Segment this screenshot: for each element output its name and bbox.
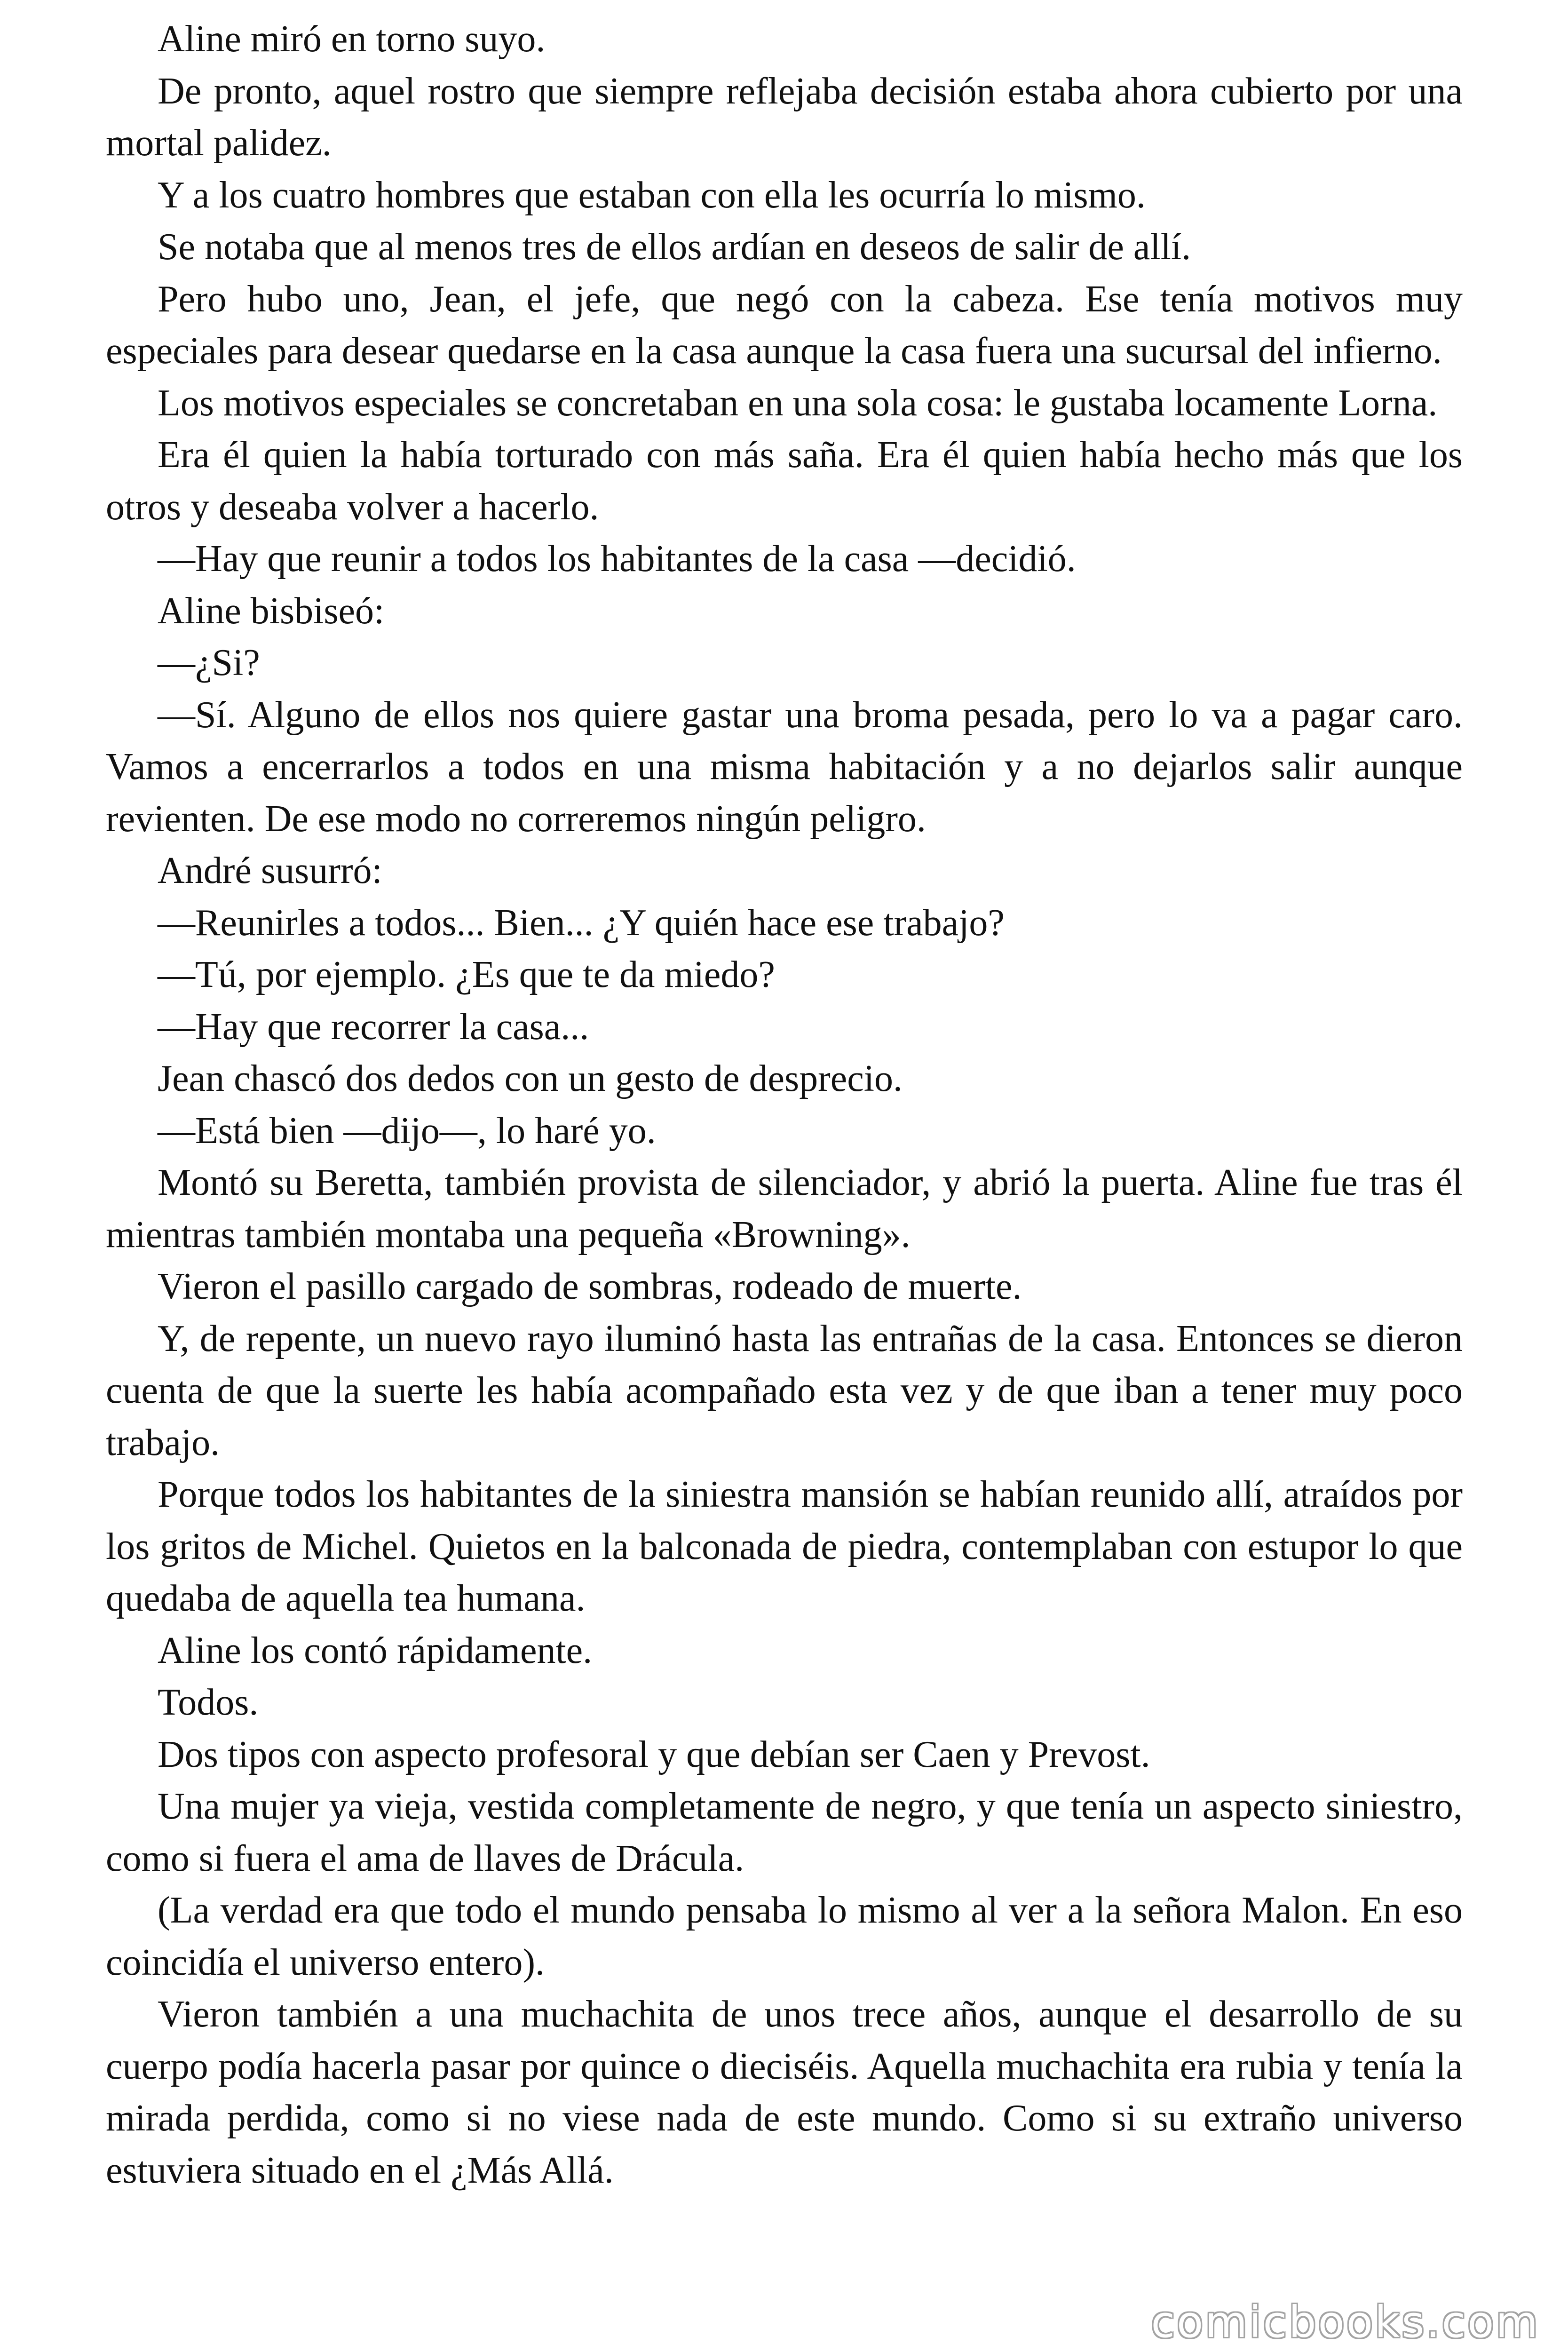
- paragraph: —Sí. Alguno de ellos nos quiere gastar una broma pesada, pero lo va a pagar caro. Vamos a encerrarlos a todos en una misma habitación y a no dejarlos salir aunque revienten. De ese modo no correremos ningún peligro.: [106, 694, 1463, 840]
- paragraph: De pronto, aquel rostro que siempre reflejaba decisión estaba ahora cubierto por una mortal palidez.: [106, 70, 1463, 164]
- paragraph: Se notaba que al menos tres de ellos ardían en deseos de salir de allí.: [158, 226, 1191, 268]
- paragraph: —¿Si?: [158, 642, 260, 683]
- body-text: [106, 13, 1463, 2196]
- paragraph: Era él quien la había torturado con más saña. Era él quien había hecho más que los otros y deseaba volver a hacerlo.: [106, 434, 1463, 528]
- paragraph: —Hay que recorrer la casa...: [158, 1006, 589, 1048]
- paragraph: Y a los cuatro hombres que estaban con ella les ocurría lo mismo.: [158, 174, 1146, 216]
- watermark: comicbooks.com: [1151, 2297, 1540, 2347]
- paragraph: —Hay que reunir a todos los habitantes de la casa —decidió.: [158, 538, 1076, 580]
- paragraph: Aline miró en torno suyo.: [158, 18, 546, 60]
- paragraph: Porque todos los habitantes de la siniestra mansión se habían reunido allí, atraídos por los gritos de Michel. Quietos en la balconada de piedra, contemplaban con estupor lo que quedaba de aquella tea humana.: [106, 1474, 1463, 1619]
- paragraph: André susurró:: [158, 850, 382, 891]
- paragraph: —Reunirles a todos... Bien... ¿Y quién hace ese trabajo?: [158, 902, 1005, 944]
- paragraph: Vieron también a una muchachita de unos trece años, aunque el desarrollo de su cuerpo podía hacerla pasar por quince o dieciséis. Aquella muchachita era rubia y tenía la mirada perdida, como si no viese nada de este mundo. Como si su extraño universo estuviera situado en el ¿Más Allá.: [106, 1994, 1463, 2191]
- paragraph: Jean chascó dos dedos con un gesto de desprecio.: [158, 1058, 903, 1099]
- paragraph: Aline bisbiseó:: [158, 590, 385, 632]
- paragraph: Los motivos especiales se concretaban en una sola cosa: le gustaba locamente Lorna.: [158, 382, 1438, 424]
- paragraph: Dos tipos con aspecto profesoral y que debían ser Caen y Prevost.: [158, 1733, 1150, 1775]
- paragraph: (La verdad era que todo el mundo pensaba lo mismo al ver a la señora Malon. En eso coincidía el universo entero).: [106, 1890, 1463, 1983]
- paragraph: Montó su Beretta, también provista de silenciador, y abrió la puerta. Aline fue tras él mientras también montaba una pequeña «Browning».: [106, 1162, 1463, 1255]
- paragraph: Pero hubo uno, Jean, el jefe, que negó con la cabeza. Ese tenía motivos muy especiales para desear quedarse en la casa aunque la casa fuera una sucursal del infierno.: [106, 278, 1463, 372]
- paragraph: —Está bien —dijo—, lo haré yo.: [158, 1110, 656, 1152]
- paragraph: Aline los contó rápidamente.: [158, 1629, 593, 1671]
- paragraph: Vieron el pasillo cargado de sombras, rodeado de muerte.: [158, 1266, 1022, 1307]
- paragraph: Y, de repente, un nuevo rayo iluminó hasta las entrañas de la casa. Entonces se dieron cuenta de que la suerte les había acompañado esta vez y de que iban a tener muy poco trabajo.: [106, 1318, 1463, 1463]
- paragraph: Una mujer ya vieja, vestida completamente de negro, y que tenía un aspecto siniestro, como si fuera el ama de llaves de Drácula.: [106, 1786, 1463, 1879]
- paragraph: —Tú, por ejemplo. ¿Es que te da miedo?: [158, 954, 775, 995]
- paragraph: Todos.: [158, 1682, 259, 1723]
